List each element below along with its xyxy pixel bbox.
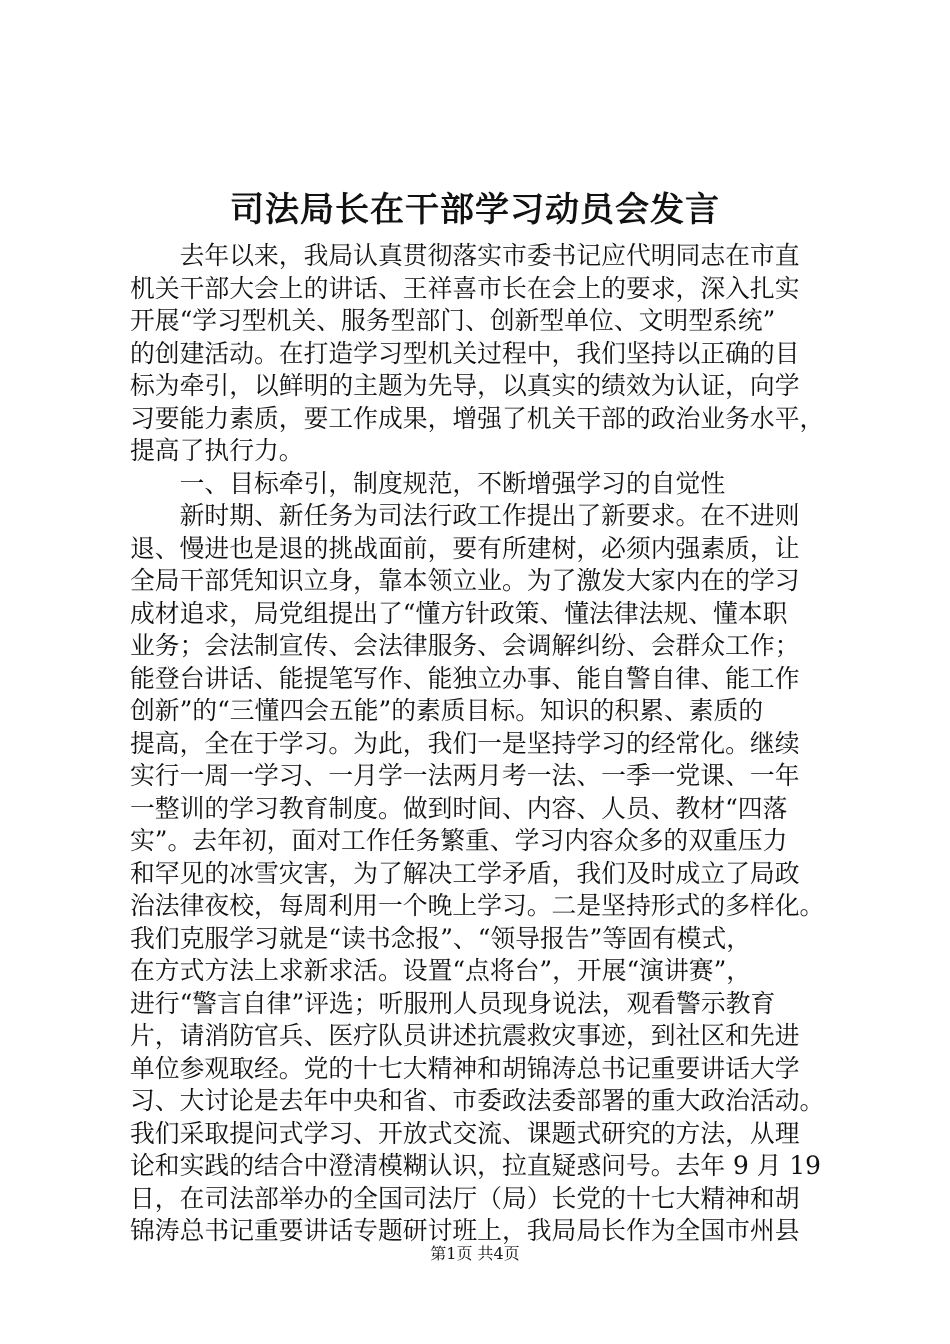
body-line: 一整训的学习教育制度。做到时间、内容、人员、教材“四落 (130, 793, 788, 823)
body-line: 创新”的“三懂四会五能”的素质目标。知识的积累、素质的 (130, 696, 764, 725)
body-line: 退、慢进也是退的挑战面前，要有所建树，必须内强素质，让 (130, 533, 800, 563)
body-line: 提高了执行力。 (130, 436, 304, 465)
body-line: 单位参观取经。党的十七大精神和胡锦涛总书记重要讲话大学 (130, 1053, 800, 1083)
body-line: 日，在司法部举办的全国司法厅（局）长党的十七大精神和胡 (130, 1183, 800, 1213)
body-line: 进行“警言自律”评选；听服刑人员现身说法，观看警示教育 (130, 988, 776, 1018)
page-footer: 第1页 共4页 (430, 1244, 520, 1263)
body-line: 习、大讨论是去年中央和省、市委政法委部署的重大政治活动。 (130, 1086, 825, 1115)
body-line: 业务；会法制宣传、会法律服务、会调解纠纷、会群众工作； (130, 631, 800, 660)
body-line: 在方式方法上求新求活。设置“点将台”，开展“演讲赛”， (130, 956, 752, 985)
body-line: 我们克服学习就是“读书念报”、“领导报告”等固有模式， (130, 923, 752, 953)
body-line: 标为牵引，以鲜明的主题为先导，以真实的绩效为认证，向学 (130, 371, 800, 400)
body-line: 实行一周一学习、一月学一法两月考一法、一季一党课、一年 (130, 761, 800, 790)
document-title: 司法局长在干部学习动员会发言 (230, 190, 720, 230)
body-line: 实”。去年初，面对工作任务繁重、学习内容众多的双重压力 (130, 826, 788, 855)
body-line: 习要能力素质，要工作成果，增强了机关干部的政治业务水平， (130, 403, 825, 433)
body-line: 片，请消防官兵、医疗队员讲述抗震救灾事迹，到社区和先进 (130, 1021, 800, 1050)
body-line: 论和实践的结合中澄清模糊认识，拉直疑惑问号。去年 9 月 19 (130, 1151, 821, 1180)
body-line: 开展“学习型机关、服务型部门、创新型单位、文明型系统” (130, 306, 776, 335)
body-line: 全局干部凭知识立身，靠本领立业。为了激发大家内在的学习 (130, 566, 800, 595)
body-line: 成材追求，局党组提出了“懂方针政策、懂法律法规、懂本职 (130, 598, 788, 628)
body-line: 治法律夜校，每周利用一个晚上学习。二是坚持形式的多样化。 (130, 891, 825, 920)
body-line: 去年以来，我局认真贯彻落实市委书记应代明同志在市直 (130, 241, 800, 270)
body-line: 机关干部大会上的讲话、王祥喜市长在会上的要求，深入扎实 (130, 273, 800, 303)
body-line: 锦涛总书记重要讲话专题研讨班上，我局局长作为全国市州县 (130, 1216, 800, 1245)
body-line: 能登台讲话、能提笔写作、能独立办事、能自警自律、能工作 (130, 663, 800, 693)
body-line: 的创建活动。在打造学习型机关过程中，我们坚持以正确的目 (130, 338, 800, 368)
body-line: 我们采取提问式学习、开放式交流、课题式研究的方法，从理 (130, 1118, 800, 1148)
body-line: 一、目标牵引，制度规范，不断增强学习的自觉性 (130, 468, 726, 498)
body-line: 新时期、新任务为司法行政工作提出了新要求。在不进则 (130, 501, 800, 530)
body-line: 提高，全在于学习。为此，我们一是坚持学习的经常化。继续 (130, 728, 800, 758)
document-body (130, 240, 858, 1248)
body-line: 和罕见的冰雪灾害，为了解决工学矛盾，我们及时成立了局政 (130, 858, 800, 888)
